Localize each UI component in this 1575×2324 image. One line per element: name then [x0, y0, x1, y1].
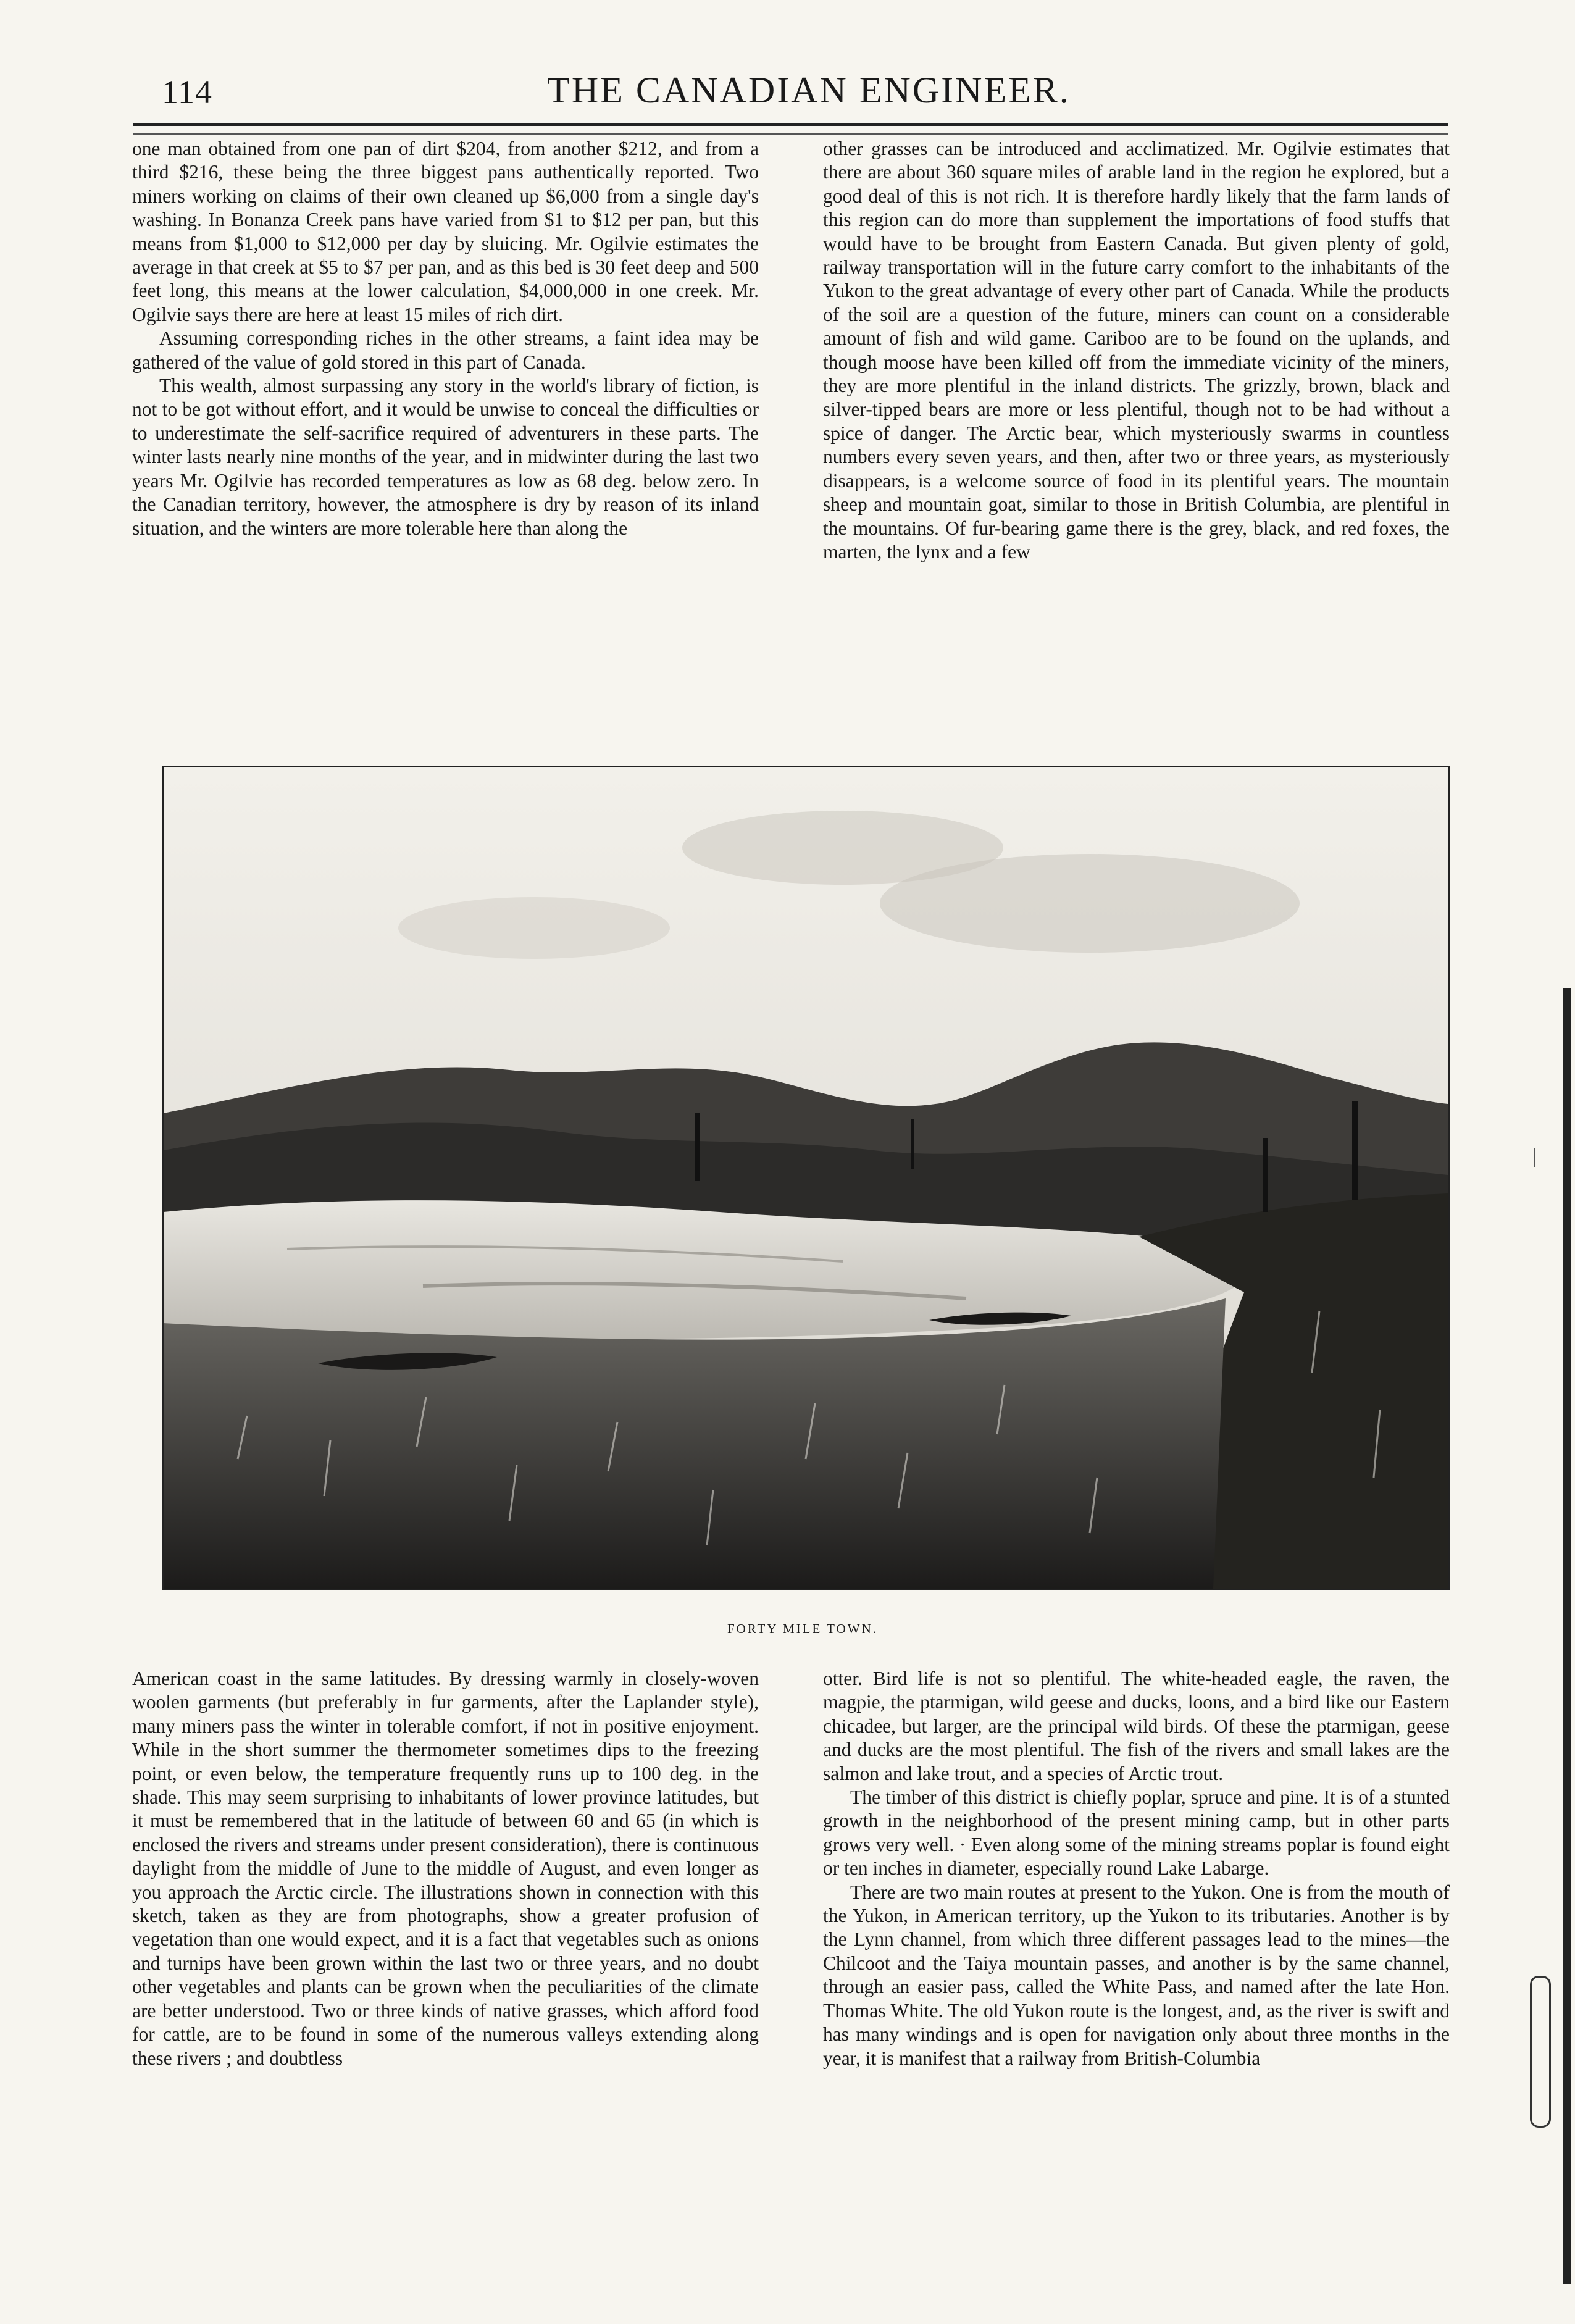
page-number: 114: [162, 73, 212, 111]
forty-mile-town-photo: [162, 766, 1450, 1590]
header-rule: [133, 123, 1448, 135]
column-bottom-right: [823, 1667, 1450, 2247]
column-bottom-left: [132, 1667, 759, 2247]
column-top-left: [132, 137, 759, 724]
paragraph: There are two main routes at present to the Yukon. One is from the mouth of the Yukon, in American territory, up the Yukon to its tributaries. Another is by the Lynn channel, from which three different passages lead to the mines—the Chilcoot and the Taiya mountain passes, and another is by the same channel, through an easier pass, called the White Pass, and named after the late Hon. Thomas White. The old Yukon route is the longest, and, as the river is swift and has many windings and is open for navigation only about three months in the year, it is manifest that a railway from British-Columbia: [823, 1881, 1450, 2069]
binding-mark: [1530, 1976, 1551, 2128]
paragraph: one man obtained from one pan of dirt $204, from another $212, and from a third $216, these being the three biggest pans authentically reported. Two miners working on claims of their own cleaned up $6,000 from a single day's washing. In Bonanza Creek pans have varied from $1 to $12 per pan, but this means from $1,000 to $12,000 per day by sluicing. Mr. Ogilvie estimates the average in that creek at $5 to $7 per pan, and as this bed is 30 feet deep and 500 feet long, this means at the lower calculation, $4,000,000 in one creek. Mr. Ogilvie says there are here at least 15 miles of rich dirt.: [132, 138, 759, 325]
paragraph: American coast in the same latitudes. By dressing warmly in closely-woven woolen garments (but preferably in fur garments, after the Laplander style), many miners pass the winter in tolerable comfort, if not in positive enjoyment. While in the short summer the thermometer sometimes dips to the freezing point, or even below, the temperature frequently runs up to 100 deg. in the shade. This may seem surprising to inhabitants of lower province latitudes, but it must be remembered that in the latitude of between 60 and 65 (in which is enclosed the rivers and streams under present consideration), there is continuous daylight from the middle of June to the middle of August, and even longer as you approach the Arctic circle. The illustrations shown in connection with this sketch, taken as they are from photographs, show a greater profusion of vegetation than one would expect, and it is a fact that vegetables such as onions and turnips have been grown within the last two or three years, and no doubt other vegetables and plants can be grown when the peculiarities of the climate are better understood. Two or three kinds of native grasses, which afford food for cattle, are to be found in some of the numerous valleys extending along these rivers ; and doubtless: [132, 1668, 759, 2069]
column-top-right: [823, 137, 1450, 724]
paragraph: Assuming corresponding riches in the other streams, a faint idea may be gathered of the value of gold stored in this part of Canada.: [132, 327, 759, 373]
photo-caption: FORTY MILE TOWN.: [727, 1621, 879, 1636]
paragraph: This wealth, almost surpassing any story in the world's library of fiction, is not to be got without effort, and it would be unwise to conceal the difficulties or to underestimate the self-sacrifice required of adventurers in these parts. The winter lasts nearly nine months of the year, and in midwinter during the last two years Mr. Ogilvie has recorded temperatures as low as 68 deg. below zero. In the Canadian territory, however, the atmosphere is dry by reason of its inland situation, and the winters are more tolerable here than along the: [132, 375, 759, 539]
paragraph: otter. Bird life is not so plentiful. The white-headed eagle, the raven, the magpie, the ptarmigan, wild geese and ducks, loons, and a bird like our Eastern chicadee, but larger, are the principal wild birds. Of these the ptarmigan, geese and ducks are the most plentiful. The fish of the rivers and small lakes are the salmon and lake trout, and a species of Arctic trout.: [823, 1668, 1450, 1784]
landscape-illustration: [164, 767, 1448, 1589]
paragraph: The timber of this district is chiefly poplar, spruce and pine. It is of a stunted growth in the neighborhood of the present mining camp, but in other parts grows very well. · Even along some of the mining streams poplar is found eight or ten inches in diameter, especially round Lake Labarge.: [823, 1786, 1450, 1879]
paragraph: other grasses can be introduced and acclimatized. Mr. Ogilvie estimates that there are about 360 square miles of arable land in the region he explored, but a good deal of this is not rich. It is therefore hardly likely that the farm lands of this region can do more than supplement the importations of food stuffs that would have to be brought from Eastern Canada. But given plenty of gold, railway transportation will in the future carry comfort to the inhabitants of the Yukon to the great advantage of every other part of Canada. While the products of the soil are a question of the future, miners can count on a considerable amount of fish and wild game. Cariboo are to be found on the uplands, and though moose have been killed off from the immediate vicinity of the miners, they are more plentiful in the inland districts. The grizzly, brown, black and silver-tipped bears are more or less plentiful, though not to be had without a spice of danger. The Arctic bear, which mysteriously swarms in countless numbers every seven years, and then, after two or three years, as mysteriously disappears, is a welcome source of food in its plentiful years. The mountain sheep and mountain goat, similar to those in British Columbia, are plentiful in the mountains. Of fur-bearing game there is the grey, black, and red foxes, the marten, the lynx and a few: [823, 138, 1450, 562]
running-title: THE CANADIAN ENGINEER.: [547, 70, 1071, 111]
page-edge-shadow: [1563, 988, 1571, 2284]
margin-mark: [1534, 1148, 1544, 1167]
